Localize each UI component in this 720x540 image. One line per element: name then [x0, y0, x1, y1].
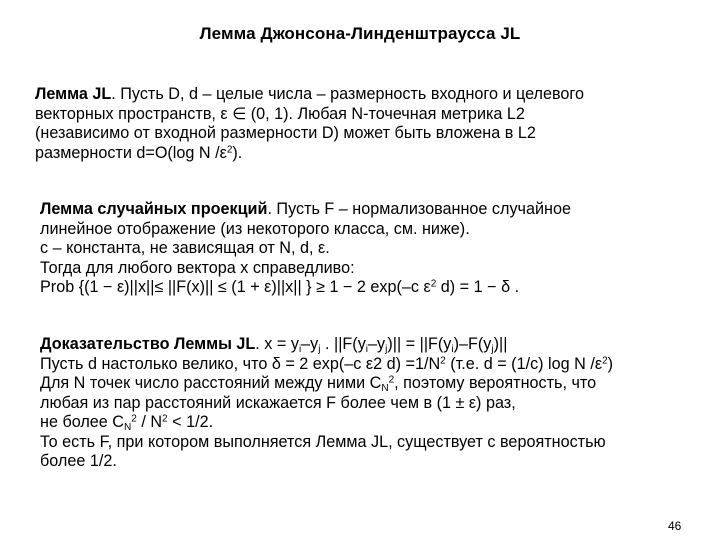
jl-proof-line-5: не более $C_N^2 / N^2 < 1/2$.	[40, 413, 214, 433]
random-projection-line-3: с – константа, не зависящая от N, d, ε.	[40, 239, 330, 257]
random-projection-line-4: Тогда для любого вектора x справедливо:	[40, 258, 355, 277]
lemma-jl-line-3: (независимо от входной размерности D) может быть вложена в L2	[35, 124, 536, 142]
lemma-jl-block	[35, 85, 695, 163]
lemma-jl-line-1: Лемма JL. Пусть D, d – целые числа – размерность входного и целевого	[35, 85, 584, 103]
random-projection-formula: Prob {(1 − ε)||x||≤ ||F(x)|| ≤ (1 + ε)||x|| } ≥ 1 − 2 exp(–c $\varepsilon^2$ d) = 1 − δ .	[40, 278, 520, 296]
jl-proof-line-3: Для N точек число расстояний между ними $C_N^2$, поэтому вероятность, что	[40, 374, 597, 394]
random-projection-lemma-block	[40, 200, 705, 298]
jl-proof-line-7: более 1/2.	[40, 452, 117, 470]
jl-proof-block	[40, 335, 705, 472]
random-projection-line-2: линейное отображение (из некоторого класса, см. ниже).	[40, 219, 470, 238]
random-projection-lead: Лемма случайных проекций	[40, 200, 268, 218]
slide-title: Лемма Джонсона-Линденштраусса JL	[199, 24, 521, 43]
jl-proof-line-4: любая из пар расстояний искажается F более чем в (1 ± ε) раз,	[40, 393, 516, 412]
jl-proof-line-2: Пусть d настолько велико, что δ = 2 exp(–c ε2 $d) =1/N^2$ (т.е. d = (1/c) log N $/\varepsilon^2$)	[40, 354, 614, 373]
random-projection-line-1: Лемма случайных проекций. Пусть F – нормализованное случайное	[40, 200, 571, 218]
jl-proof-line-1: Доказательство Леммы JL. $x = y_i-y_j$ . $||F(y_i-y_j)|| = ||F(y_i)-F(y_j)||$	[40, 335, 508, 355]
page-number: 46	[668, 519, 682, 533]
lemma-jl-line-4: размерности d=O(log N $/\varepsilon^2$).	[35, 143, 243, 162]
lemma-jl-lead: Лемма JL	[35, 85, 112, 103]
jl-proof-lead: Доказательство Леммы JL	[40, 335, 256, 353]
jl-proof-line-6: То есть F, при котором выполняется Лемма JL, существует с вероятностью	[40, 432, 606, 451]
lemma-jl-line-2: векторных пространств, ε ∈ (0, 1). Любая N-точечная метрика L2	[35, 104, 525, 123]
